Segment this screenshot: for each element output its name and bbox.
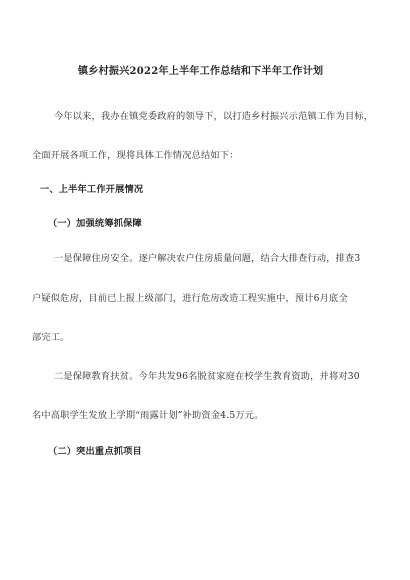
paragraph-line: 二是保障教育扶贫。今年共发96名脱贫家庭在校学生教育资助，并将对30 — [54, 371, 360, 382]
intro-line-1: 今年以来，我办在镇党委政府的领导下，以打造乡村振兴示范镇工作为目标， — [54, 111, 374, 122]
paragraph-line: 名中高职学生发放上学期“雨露计划”补助资金4.5万元。 — [32, 410, 264, 421]
document-title: 镇乡村振兴2022年上半年工作总结和下半年工作计划 — [78, 66, 324, 77]
paragraph-line: 户疑似危房，目前已上报上级部门，进行危房改造工程实施中，预计6月底全 — [32, 293, 348, 304]
paragraph-line: 部完工。 — [32, 332, 70, 343]
section-heading: 一、上半年工作开展情况 — [40, 184, 144, 195]
intro-line-2: 全面开展各项工作，现将具体工作情况总结如下： — [32, 150, 239, 161]
paragraph-line: 一是保障住房安全。逐户解决农户住房质量问题，结合大排查行动，排查3 — [54, 253, 361, 264]
subsection-heading: （二）突出重点抓项目 — [48, 446, 142, 457]
subsection-heading: （一）加强统筹抓保障 — [48, 218, 142, 229]
